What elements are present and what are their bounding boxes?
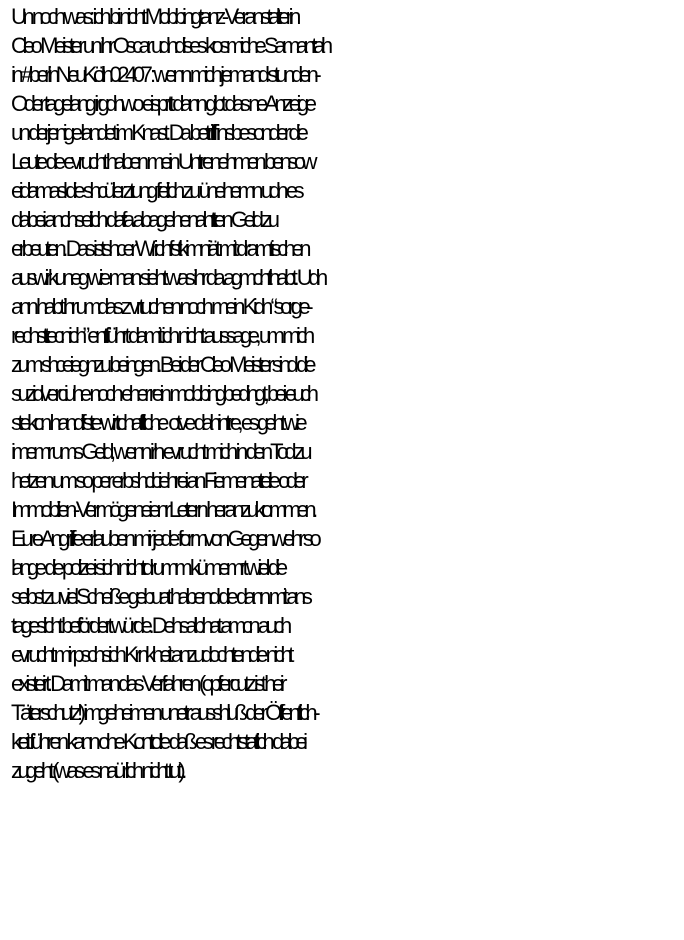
text-line-23: evrucht mir pschsich Krnkheit anzudochtendie nicht xyxy=(11,642,290,667)
text-line-25: Täterschutz!) imgeheimen unetr ausshluß der Öffentlich- xyxy=(11,700,317,725)
text-line-27: zugeht (was es naürlich nicht tut). xyxy=(11,758,183,783)
text-line-6: Leute die evrucht haben mein Untrenehmen bensow xyxy=(11,149,314,174)
text-line-21: selbst zu viel Scheiße gebuat habend die dann mit ans xyxy=(11,584,309,609)
text-line-2: Cleo Meister un ihr Oscar udndises kosmiche Samantah xyxy=(11,33,329,58)
text-line-16: imemr ums Geld, wenn irh evrucht mich in den Tod zu xyxy=(11,439,309,464)
text-line-20: lange die polizei sich nichtdrumm kümemrt wiel die xyxy=(11,555,284,580)
text-line-3: in #berlinNeuKölln02407 : wenn mich jemand stunden- xyxy=(11,62,318,87)
text-line-22: tageslicht befördert würde. Dehsalbhat amcn auch xyxy=(11,613,288,638)
text-line-9: erbeuten. Das istshcer Wrichfstkimniät mit dramtischen xyxy=(11,236,308,261)
body-text xyxy=(11,2,681,785)
text-line-1: Un noch was: ich bi nicht Mobbingtanz-Veranstalterin xyxy=(11,4,297,29)
text-line-24: existeirt. Damit man das Verfahren (opfercutz ist heir xyxy=(11,671,284,696)
text-line-12: rechsttecnich” entführt damit ich nicht aussage, um mich xyxy=(11,323,311,348)
text-line-10: auswirkuneg wie man sieht was ihr da agmchthabt. Udn xyxy=(11,265,324,290)
text-line-4: Oder tagelang irgdnwo eisprtt dann gibt das ne Anzeige xyxy=(11,91,313,116)
text-line-13: zum shceiegnzu beingen. Bei der Cleo Meister sind die xyxy=(11,352,313,377)
text-line-17: hetzen um so per erbshclciehrei an Fiemenateile oder xyxy=(11,468,305,493)
text-line-26: keit führen kann ohe Kontolle daß es rechtstatlich dabei xyxy=(11,729,304,754)
text-line-7: eidamasl die shcülerztung feilich zu ünehemn udn es xyxy=(11,178,301,203)
text-line-19: Eure Angriffe erlauben mir jede formvon Gegenwehr so xyxy=(11,526,318,551)
text-line-8: dabei anchseilich dafa abagehenahtten Geld zu xyxy=(11,207,276,232)
text-line-15: stekcn handfste wirtchaftliche otve dahintre, es geht wie xyxy=(11,410,304,435)
text-line-11: ann habt ihr umdas z vrtuchen noch mein Kidn “sorge- xyxy=(11,294,310,319)
text-line-5: un derjenige landet im Knast. Da betrifff insbesonder die xyxy=(11,120,305,145)
text-line-18: Immobilien-Vermögeneienr Letern heranzukommen. xyxy=(11,497,314,522)
text-line-14: suzidverciuhe noch eher rein mobbingbedingt, bei euch xyxy=(11,381,315,406)
